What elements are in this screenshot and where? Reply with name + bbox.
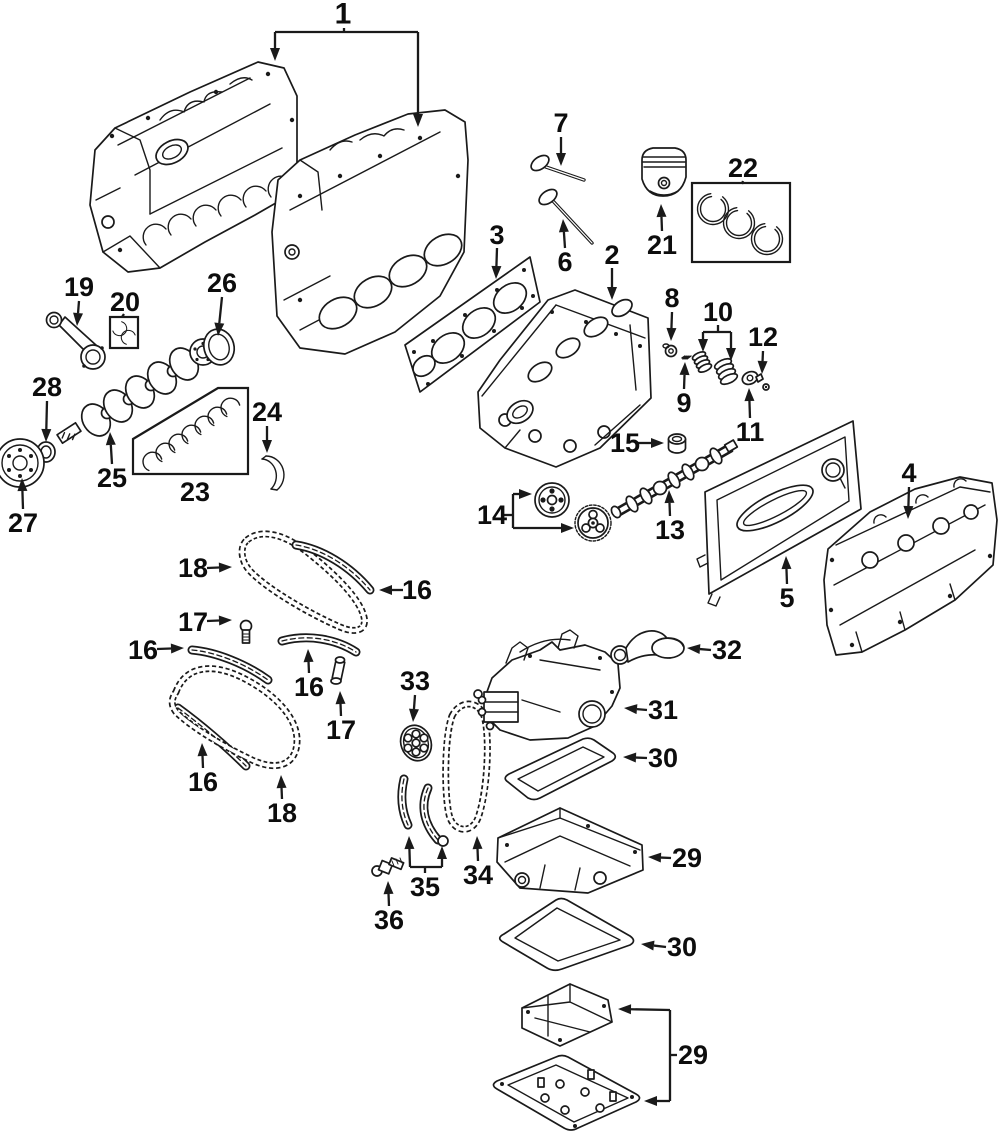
callout-arrowhead [651, 438, 664, 448]
part-label-14[interactable]: 14 [476, 500, 508, 530]
callout-11 [736, 388, 765, 447]
callout-arrow-line [78, 301, 79, 313]
callout-24 [252, 397, 282, 453]
part-label-31[interactable]: 31 [647, 695, 679, 725]
part-label-6[interactable]: 6 [557, 247, 573, 277]
callout-arrowhead [561, 523, 574, 533]
callout-18a [178, 553, 232, 583]
callout-29a [648, 843, 702, 873]
callout-arrow-line [157, 648, 171, 649]
callout-arrow-line [786, 569, 787, 584]
part-label-23[interactable]: 23 [179, 477, 211, 507]
callout-16c [294, 649, 324, 702]
callout-arrow-line [671, 312, 672, 328]
valve-stem-seal-drawing [663, 344, 677, 357]
engine-block-right-drawing [272, 110, 468, 354]
callout-31 [624, 695, 678, 725]
callout-arrow-line [496, 248, 497, 266]
callout-arrow-line [637, 709, 647, 710]
part-label-30b[interactable]: 30 [666, 932, 698, 962]
oil-pan-baffle-drawing [522, 984, 612, 1046]
callout-arrowhead [758, 361, 768, 374]
callout-arrowhead [404, 836, 414, 849]
thrust-washer-drawing [262, 456, 284, 490]
callout-arrowhead [781, 556, 791, 569]
callout-7 [553, 108, 568, 166]
callout-34 [463, 836, 493, 890]
callout-arrow-line [908, 487, 909, 506]
part-label-35[interactable]: 35 [409, 872, 441, 902]
oil-pump-guide-left-drawing [402, 779, 408, 825]
part-label-28[interactable]: 28 [31, 372, 63, 402]
callout-3 [489, 220, 504, 279]
part-label-3[interactable]: 3 [489, 220, 505, 250]
piston-rings-drawing [691, 187, 789, 261]
cam-phaser-drawing [535, 483, 569, 517]
part-label-18a[interactable]: 18 [177, 553, 209, 583]
oil-filler-neck-drawing [611, 631, 684, 664]
callout-arrowhead [519, 489, 532, 499]
callout-16a [379, 575, 432, 605]
callout-arrowhead [409, 709, 419, 722]
part-label-18b[interactable]: 18 [266, 798, 298, 828]
piston-drawing [642, 148, 686, 196]
valve-keepers-drawing [756, 374, 769, 390]
callout-25 [97, 432, 127, 493]
callout-arrowhead [624, 704, 637, 714]
oil-sensor-bolt-drawing [372, 858, 404, 876]
callout-arrowhead [171, 643, 184, 653]
oil-pump-chain-drawing [446, 704, 488, 829]
part-label-36[interactable]: 36 [373, 905, 405, 935]
part-label-10[interactable]: 10 [702, 297, 734, 327]
callout-12 [748, 322, 778, 374]
part-label-19[interactable]: 19 [63, 272, 95, 302]
callout-arrow-line [22, 491, 23, 509]
callout-arrow-line [700, 649, 711, 650]
cam-gear-drawing [575, 505, 611, 541]
callout-arrowhead [687, 644, 700, 654]
part-label-11[interactable]: 11 [735, 417, 765, 447]
callout-9 [676, 362, 691, 418]
callout-16b [128, 635, 184, 665]
part-label-25[interactable]: 25 [96, 463, 128, 493]
callout-27 [8, 478, 38, 538]
callout-arrowhead [618, 1004, 631, 1014]
part-label-29b[interactable]: 29 [677, 1040, 709, 1070]
part-label-33[interactable]: 33 [399, 666, 431, 696]
part-label-2[interactable]: 2 [604, 240, 620, 270]
part-label-4[interactable]: 4 [901, 458, 917, 488]
callout-2 [604, 240, 619, 300]
callout-arrowhead [656, 204, 666, 217]
callout-arrow-line [654, 946, 666, 947]
callout-22 [692, 153, 790, 262]
callout-arrowhead [556, 153, 566, 166]
callout-36 [374, 881, 404, 935]
part-label-16b[interactable]: 16 [127, 635, 159, 665]
callout-arrowhead [73, 313, 83, 326]
callout-26 [207, 268, 237, 336]
callout-arrowhead [607, 287, 617, 300]
callout-arrowhead [680, 362, 690, 375]
callout-arrowhead [744, 388, 754, 401]
part-label-21[interactable]: 21 [646, 230, 678, 260]
callout-arrowhead [304, 649, 314, 662]
callout-arrowhead [623, 753, 636, 763]
callout-arrowhead [641, 941, 655, 951]
part-label-16d[interactable]: 16 [187, 767, 219, 797]
oil-pump-module-drawing [474, 630, 620, 740]
callout-arrow-line [46, 401, 47, 429]
intake-valve-drawing [528, 152, 584, 180]
callout-arrowhead [219, 616, 232, 626]
callout-arrowhead [262, 440, 272, 453]
callout-arrowhead [559, 219, 569, 232]
part-label-16c[interactable]: 16 [293, 672, 325, 702]
callout-arrow-line [414, 695, 415, 709]
rod-bearing-shells-drawing [112, 321, 137, 345]
callout-arrowhead [270, 48, 280, 61]
oil-pump-sprocket-drawing [396, 721, 437, 765]
cam-follower-drawing [669, 434, 686, 453]
callout-arrowhead [698, 339, 708, 352]
part-label-8[interactable]: 8 [664, 283, 680, 313]
callout-arrowhead [379, 585, 392, 595]
callout-30a [623, 743, 678, 773]
upper-oil-pan-drawing [497, 808, 643, 893]
part-label-7[interactable]: 7 [553, 108, 569, 138]
callout-arrowhead [437, 846, 447, 859]
callout-arrow-line [749, 401, 750, 418]
callout-arrowhead [473, 836, 483, 849]
tensioner-bolt-drawing [241, 621, 252, 644]
callout-21 [647, 204, 677, 260]
part-label-22[interactable]: 22 [727, 153, 759, 183]
part-label-17b[interactable]: 17 [325, 715, 357, 745]
chain-tensioner-drawing [331, 657, 345, 684]
lower-pan-gasket-drawing [500, 899, 634, 971]
callout-arrowhead [384, 881, 394, 894]
callout-33 [400, 666, 430, 722]
callout-arrowhead [106, 432, 116, 445]
callout-arrow-line [111, 445, 112, 464]
part-label-32[interactable]: 32 [711, 635, 743, 665]
callout-18b [267, 775, 297, 828]
callout-32 [687, 635, 742, 665]
part-label-29a[interactable]: 29 [671, 843, 703, 873]
callout-17b [326, 691, 356, 745]
upper-pan-gasket-drawing [505, 738, 615, 799]
callout-arrow-line [631, 1009, 670, 1010]
callout-arrowhead [277, 775, 287, 788]
callout-arrow-line [564, 232, 565, 248]
callout-17a [178, 607, 232, 637]
callout-28 [32, 372, 62, 442]
main-bearing-shells-drawing [139, 395, 241, 472]
part-label-15[interactable]: 15 [609, 428, 641, 458]
callout-arrowhead [336, 691, 346, 704]
callout-arrowhead [666, 328, 676, 341]
engine-block-left-drawing [90, 62, 297, 272]
callout-20 [110, 287, 140, 348]
part-label-26[interactable]: 26 [206, 268, 238, 298]
callout-8 [664, 283, 679, 341]
part-label-24[interactable]: 24 [251, 397, 283, 427]
callout-arrowhead [648, 853, 661, 863]
part-label-12[interactable]: 12 [747, 322, 779, 352]
part-label-9[interactable]: 9 [676, 388, 692, 418]
callout-arrowhead [491, 266, 501, 279]
callout-19 [64, 272, 94, 326]
chain-guide-left-drawing [192, 650, 268, 680]
chain-guide-middle-drawing [282, 638, 356, 652]
callout-15 [610, 428, 664, 458]
callout-arrowhead [219, 563, 232, 573]
callout-arrowhead [198, 743, 208, 756]
part-label-30a[interactable]: 30 [647, 743, 679, 773]
callout-5 [779, 556, 794, 613]
callout-6 [557, 219, 572, 277]
part-label-34[interactable]: 34 [462, 860, 494, 890]
callout-arrow-line [684, 375, 685, 389]
part-label-1[interactable]: 1 [334, 0, 352, 31]
callout-13 [655, 490, 685, 545]
callout-arrow-line [219, 297, 222, 323]
part-label-5[interactable]: 5 [779, 583, 795, 613]
callout-30b [641, 932, 697, 962]
callout-arrowhead [41, 429, 51, 442]
part-label-17a[interactable]: 17 [177, 607, 209, 637]
small-spring-drawing [682, 356, 691, 359]
part-label-16a[interactable]: 16 [401, 575, 433, 605]
part-label-20[interactable]: 20 [109, 287, 141, 317]
callout-arrow-line [661, 217, 662, 231]
part-label-27[interactable]: 27 [7, 508, 39, 538]
callout-arrowhead [644, 1096, 657, 1106]
part-label-13[interactable]: 13 [654, 515, 686, 545]
callout-arrow-line [409, 849, 410, 867]
lower-oil-pan-drawing [494, 1056, 640, 1131]
callout-16d [188, 743, 218, 797]
chain-guide-upper-drawing [296, 545, 370, 590]
